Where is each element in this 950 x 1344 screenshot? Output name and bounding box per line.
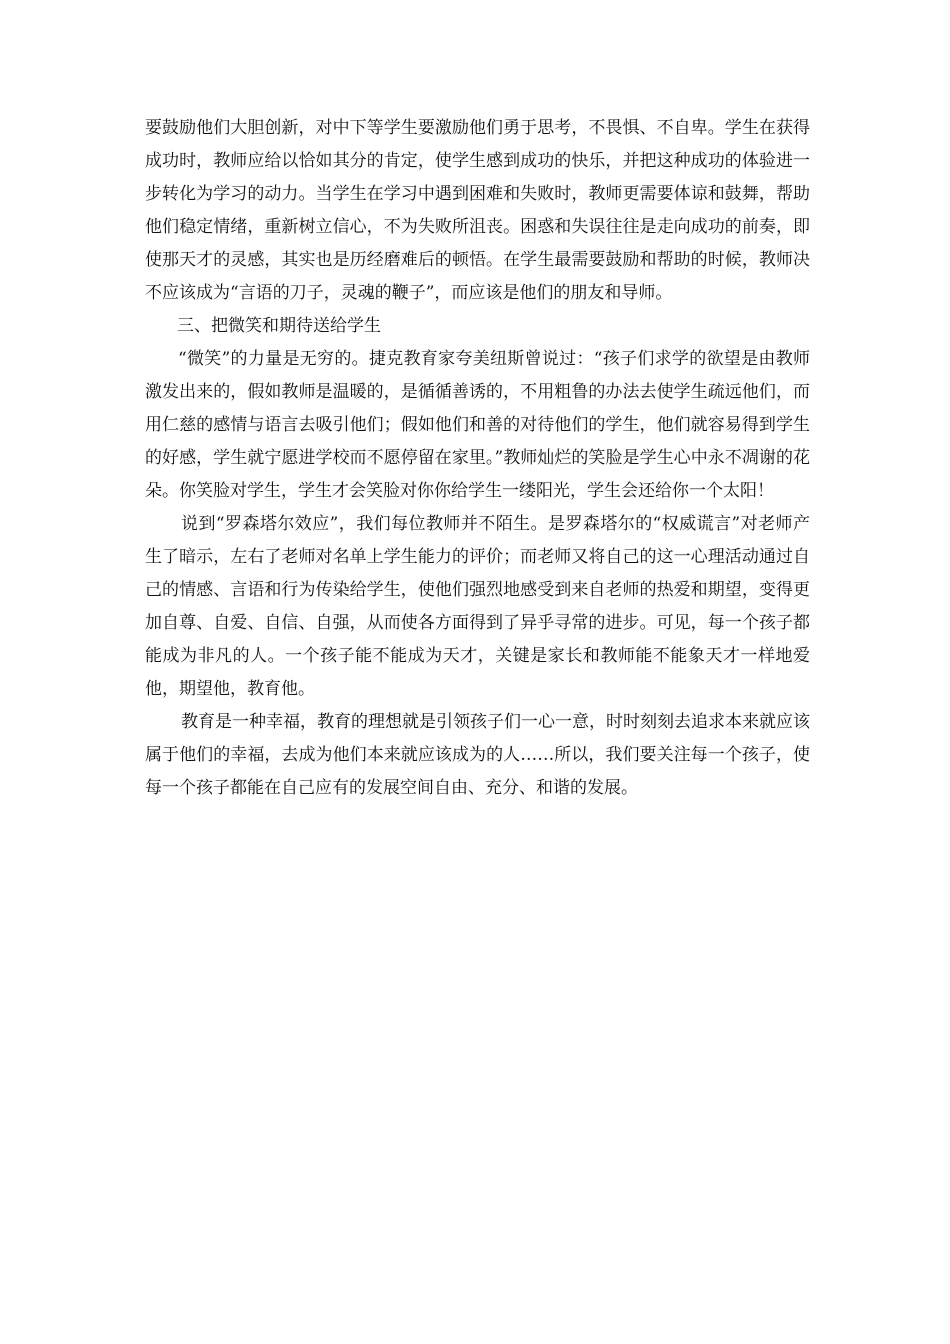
paragraph-happiness: 教育是一种幸福，教育的理想就是引领孩子们一心一意，时时刻刻去追求本来就应该属于他们的幸福，去成为他们本来就应该成为的人……所以，我们要关注每一个孩子，使每一个孩子都能在自己应有的发展空间自由、充分、和谐的发展。 xyxy=(145,712,810,798)
document-page xyxy=(145,112,810,805)
section-heading: 三、把微笑和期待送给学生 xyxy=(177,316,381,336)
paragraph-rosenthal: 说到“罗森塔尔效应”，我们每位教师并不陌生。是罗森塔尔的“权威谎言”对老师产生了暗示，左右了老师对名单上学生能力的评价；而老师又将自己的这一心理活动通过自己的情感、言语和行为传染给学生，使他们强烈地感受到来自老师的热爱和期望，变得更加自尊、自爱、自信、自强，从而使各方面得到了异乎寻常的进步。可见，每一个孩子都能成为非凡的人。一个孩子能不能成为天才，关键是家长和教师能不能象天才一样地爱他，期望他，教育他。 xyxy=(145,514,810,699)
paragraph-smile: “微笑”的力量是无穷的。捷克教育家夸美纽斯曾说过：“孩子们求学的欲望是由教师激发出来的，假如教师是温暖的，是循循善诱的，不用粗鲁的办法去使学生疏远他们，而用仁慈的感情与语言去吸引他们；假如他们和善的对待他们的学生，他们就容易得到学生的好感，学生就宁愿进学校而不愿停留在家里。”教师灿烂的笑脸是学生心中永不凋谢的花朵。你笑脸对学生，学生才会笑脸对你你给学生一缕阳光，学生会还给你一个太阳！ xyxy=(145,349,810,501)
paragraph-encouragement: 要鼓励他们大胆创新，对中下等学生要激励他们勇于思考，不畏惧、不自卑。学生在获得成功时，教师应给以恰如其分的肯定，使学生感到成功的快乐，并把这种成功的体验进一步转化为学习的动力。当学生在学习中遇到困难和失败时，教师更需要体谅和鼓舞，帮助他们稳定情绪，重新树立信心，不为失败所沮丧。困惑和失误往往是走向成功的前奏，即使那天才的灵感，其实也是历经磨难后的顿悟。在学生最需要鼓励和帮助的时候，教师决不应该成为“言语的刀子，灵魂的鞭子”，而应该是他们的朋友和导师。 xyxy=(145,118,810,303)
